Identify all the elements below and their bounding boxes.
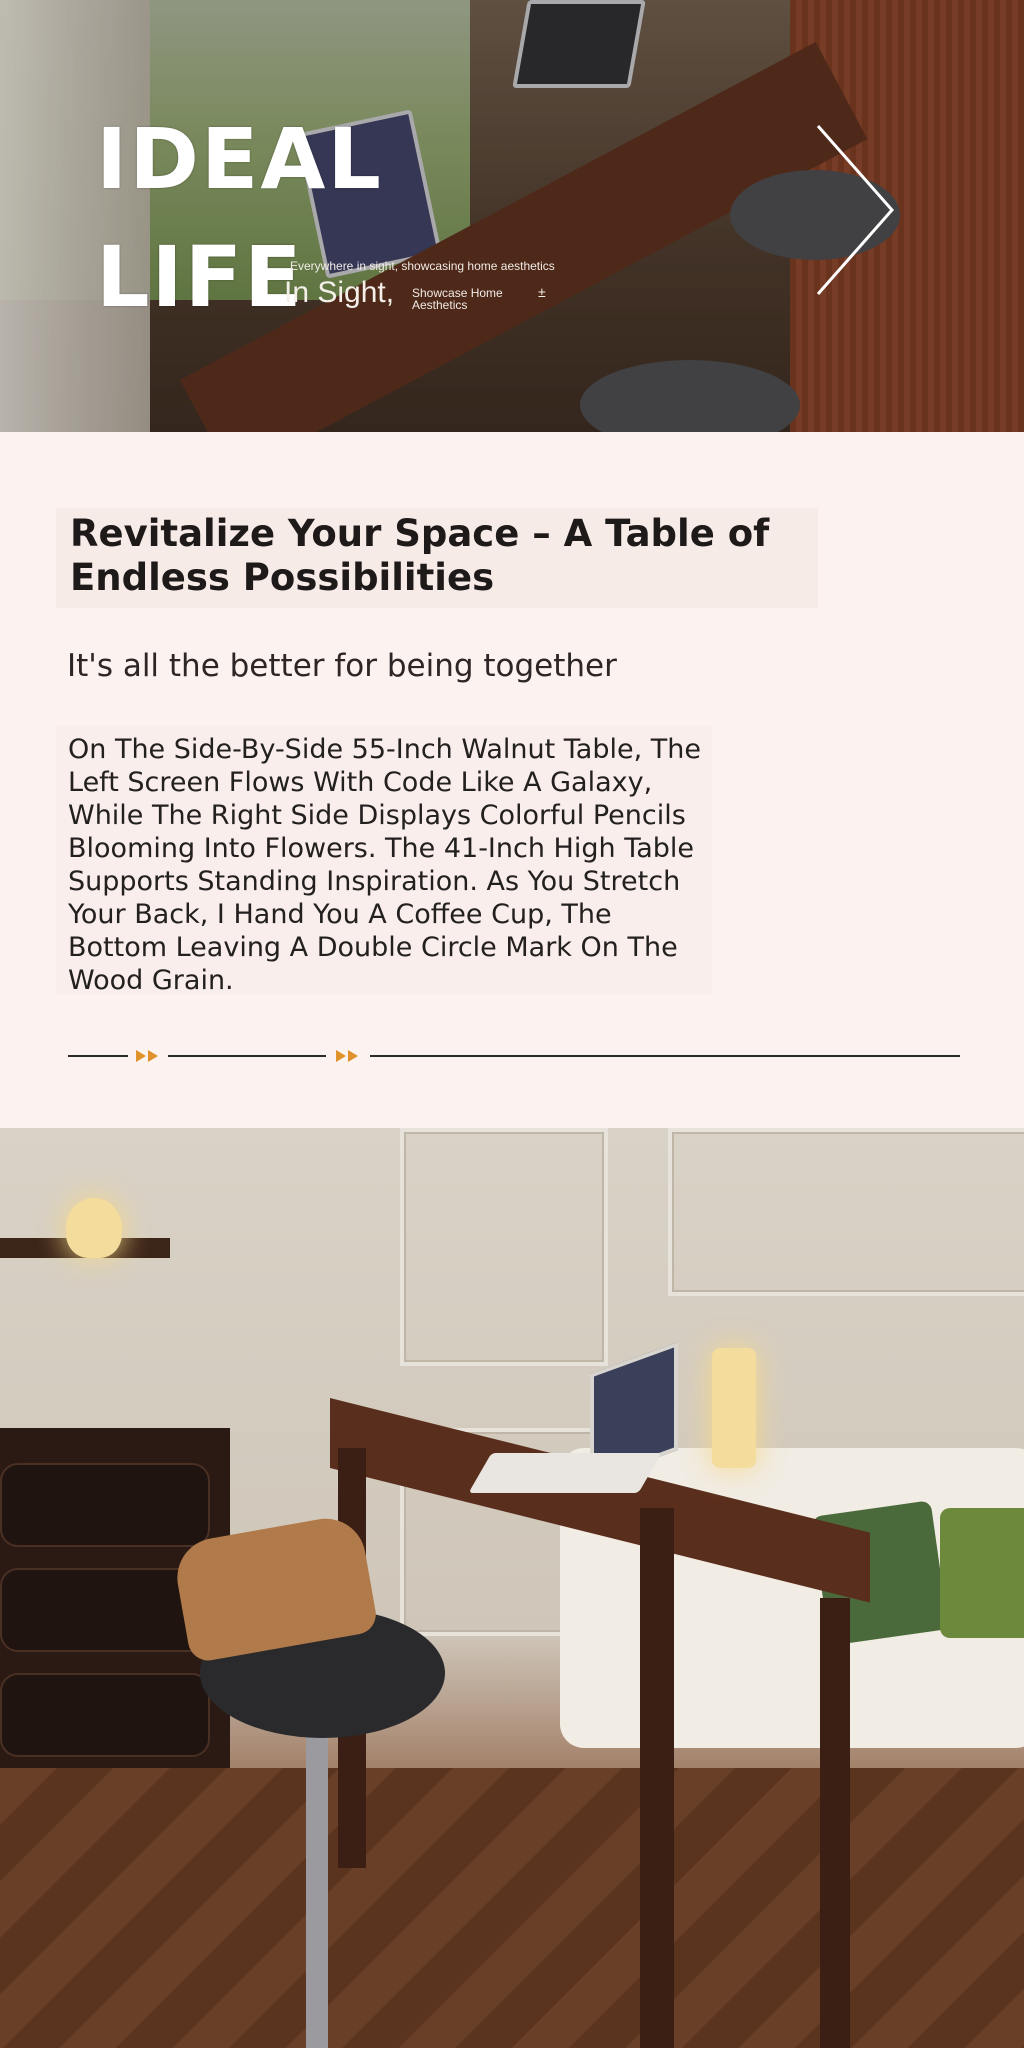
section-tagline: It's all the better for being together xyxy=(67,648,617,684)
double-play-icon xyxy=(336,1050,358,1062)
cylinder-lamp xyxy=(712,1348,756,1468)
laptop-base xyxy=(468,1453,661,1493)
hero-title-line1: IDEAL xyxy=(96,110,383,208)
hero-title-line2: LIFE xyxy=(96,228,304,326)
hero-subtitle: In Sight, xyxy=(284,276,395,309)
hero-banner xyxy=(0,0,1024,432)
double-play-icon xyxy=(136,1050,158,1062)
floor xyxy=(0,1768,1024,2048)
table-leg-2 xyxy=(640,1508,674,2048)
chevron-right-icon[interactable] xyxy=(810,120,900,300)
decorative-divider xyxy=(68,1046,960,1066)
room-photo xyxy=(0,1128,1024,2048)
section-body: On The Side-By-Side 55-Inch Walnut Table, The Left Screen Flows With Code Like A Galaxy, While The Right Side Displays Colorful Pencils Blooming Into Flowers. The 41-Inch High Table Supports Standing Inspiration. As You Stretch Your Back, I Hand You A Coffee Cup, The Bottom Leaving A Double Circle Mark On The Wood Grain. xyxy=(68,734,701,996)
wall-panel-1 xyxy=(400,1128,608,1366)
hero-caption: Everywhere in sight, showcasing home aesthetics xyxy=(290,259,555,273)
green-pillow-2 xyxy=(940,1508,1024,1638)
hero-small-text: Showcase Home Aesthetics xyxy=(412,286,503,312)
drawer-1 xyxy=(0,1463,210,1547)
pear-lamp xyxy=(66,1198,122,1258)
stool-pole xyxy=(306,1728,328,2048)
section-heading: Revitalize Your Space – A Table of Endless Possibilities xyxy=(70,512,770,599)
drawer-3 xyxy=(0,1673,210,1757)
wall-panel-2 xyxy=(668,1128,1024,1296)
table-leg-3 xyxy=(820,1598,850,2048)
hero-dots: ± xyxy=(538,284,546,300)
